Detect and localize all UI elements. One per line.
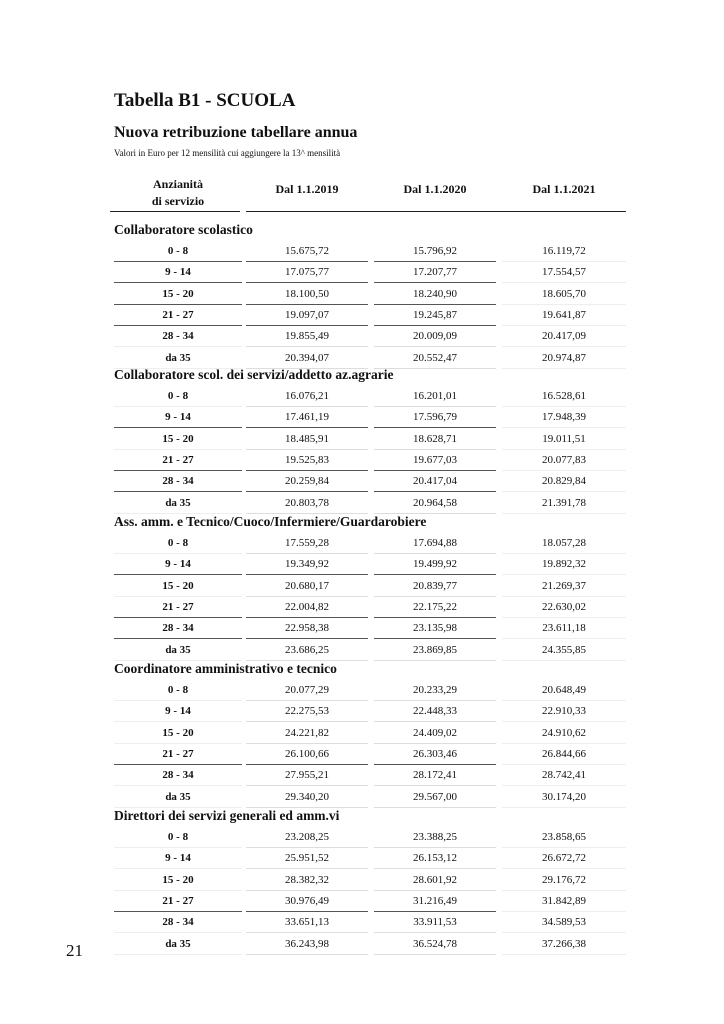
value-2019-cell: 20.394,07 (246, 349, 368, 369)
table-row (0, 745, 724, 766)
seniority-cell: 0 - 8 (114, 534, 242, 554)
value-2020-cell: 17.596,79 (374, 408, 496, 428)
value-2020-cell: 29.567,00 (374, 788, 496, 808)
value-2020-cell: 19.677,03 (374, 451, 496, 471)
value-2021-cell: 37.266,38 (502, 935, 626, 955)
group-title: Ass. amm. e Tecnico/Cuoco/Infermiere/Guardarobiere (114, 514, 427, 529)
table-row (0, 871, 724, 892)
table-row (0, 327, 724, 348)
value-2021-cell: 23.611,18 (502, 619, 626, 639)
value-2020-cell: 20.009,09 (374, 327, 496, 347)
value-2019-cell: 20.803,78 (246, 494, 368, 514)
value-2021-cell: 23.858,65 (502, 828, 626, 848)
header-anzianita (114, 176, 242, 210)
value-2021-cell: 17.554,57 (502, 263, 626, 283)
seniority-cell: 21 - 27 (114, 598, 242, 618)
value-2020-cell: 20.233,29 (374, 681, 496, 701)
value-2019-cell: 30.976,49 (246, 892, 368, 912)
table-row (0, 788, 724, 809)
value-2019-cell: 20.077,29 (246, 681, 368, 701)
seniority-cell: da 35 (114, 641, 242, 661)
value-2020-cell: 18.628,71 (374, 430, 496, 450)
value-2021-cell: 22.630,02 (502, 598, 626, 618)
table-row (0, 285, 724, 306)
seniority-cell: 9 - 14 (114, 555, 242, 575)
seniority-cell: 21 - 27 (114, 892, 242, 912)
value-2021-cell: 34.589,53 (502, 913, 626, 933)
seniority-cell: 15 - 20 (114, 285, 242, 305)
seniority-cell: 15 - 20 (114, 430, 242, 450)
value-2021-cell: 19.641,87 (502, 306, 626, 326)
value-2019-cell: 19.349,92 (246, 555, 368, 575)
table-row (0, 472, 724, 493)
group-title: Collaboratore scolastico (114, 222, 253, 237)
table-row (0, 242, 724, 263)
seniority-cell: 15 - 20 (114, 724, 242, 744)
header-rule-left (110, 211, 240, 212)
value-2021-cell: 16.528,61 (502, 387, 626, 407)
value-2020-cell: 19.499,92 (374, 555, 496, 575)
value-2019-cell: 33.651,13 (246, 913, 368, 933)
seniority-cell: 0 - 8 (114, 387, 242, 407)
seniority-cell: 28 - 34 (114, 327, 242, 347)
value-2019-cell: 18.485,91 (246, 430, 368, 450)
seniority-cell: 9 - 14 (114, 702, 242, 722)
header-col-2020: Dal 1.1.2020 (403, 182, 467, 196)
table-row (0, 598, 724, 619)
value-2020-cell: 17.694,88 (374, 534, 496, 554)
value-2020-cell: 22.175,22 (374, 598, 496, 618)
value-2020-cell: 20.417,04 (374, 472, 496, 492)
value-2020-cell: 20.839,77 (374, 577, 496, 597)
value-2019-cell: 29.340,20 (246, 788, 368, 808)
value-2020-cell: 17.207,77 (374, 263, 496, 283)
value-2019-cell: 23.208,25 (246, 828, 368, 848)
value-2019-cell: 27.955,21 (246, 766, 368, 786)
value-2019-cell: 22.004,82 (246, 598, 368, 618)
value-2021-cell: 22.910,33 (502, 702, 626, 722)
value-2019-cell: 17.559,28 (246, 534, 368, 554)
table-row (0, 766, 724, 787)
value-2021-cell: 24.910,62 (502, 724, 626, 744)
group-title: Direttori dei servizi generali ed amm.vi (114, 808, 340, 823)
group-title: Collaboratore scol. dei servizi/addetto az.agrarie (114, 367, 394, 382)
value-2021-cell: 18.057,28 (502, 534, 626, 554)
value-2021-cell: 28.742,41 (502, 766, 626, 786)
value-2020-cell: 26.303,46 (374, 745, 496, 765)
table-row (0, 494, 724, 515)
value-2019-cell: 22.958,38 (246, 619, 368, 639)
value-2020-cell: 22.448,33 (374, 702, 496, 722)
value-2020-cell: 26.153,12 (374, 849, 496, 869)
value-2020-cell: 20.964,58 (374, 494, 496, 514)
value-2020-cell: 18.240,90 (374, 285, 496, 305)
value-2021-cell: 21.391,78 (502, 494, 626, 514)
seniority-cell: 9 - 14 (114, 408, 242, 428)
value-2021-cell: 26.672,72 (502, 849, 626, 869)
seniority-cell: 28 - 34 (114, 766, 242, 786)
value-2021-cell: 20.417,09 (502, 327, 626, 347)
value-2020-cell: 36.524,78 (374, 935, 496, 955)
table-row (0, 681, 724, 702)
seniority-cell: da 35 (114, 788, 242, 808)
seniority-cell: da 35 (114, 935, 242, 955)
value-2020-cell: 28.172,41 (374, 766, 496, 786)
value-2021-cell: 20.648,49 (502, 681, 626, 701)
value-2020-cell: 23.135,98 (374, 619, 496, 639)
group-title: Coordinatore amministrativo e tecnico (114, 661, 337, 676)
value-2021-cell: 30.174,20 (502, 788, 626, 808)
seniority-cell: 21 - 27 (114, 451, 242, 471)
table-row (0, 702, 724, 723)
table-row (0, 892, 724, 913)
value-2020-cell: 20.552,47 (374, 349, 496, 369)
seniority-cell: 9 - 14 (114, 849, 242, 869)
value-2021-cell: 19.892,32 (502, 555, 626, 575)
value-2019-cell: 15.675,72 (246, 242, 368, 262)
value-2021-cell: 21.269,37 (502, 577, 626, 597)
value-2019-cell: 25.951,52 (246, 849, 368, 869)
seniority-cell: 15 - 20 (114, 871, 242, 891)
header-anzianita-line1: Anzianità (152, 177, 203, 191)
table-row (0, 555, 724, 576)
table-row (0, 724, 724, 745)
seniority-cell: da 35 (114, 349, 242, 369)
table-row (0, 430, 724, 451)
value-2021-cell: 26.844,66 (502, 745, 626, 765)
value-2019-cell: 20.680,17 (246, 577, 368, 597)
value-2020-cell: 19.245,87 (374, 306, 496, 326)
value-2019-cell: 17.075,77 (246, 263, 368, 283)
page-number: 21 (66, 941, 83, 960)
table-row (0, 451, 724, 472)
seniority-cell: 21 - 27 (114, 745, 242, 765)
value-2020-cell: 28.601,92 (374, 871, 496, 891)
table-row (0, 828, 724, 849)
seniority-cell: 15 - 20 (114, 577, 242, 597)
seniority-cell: 0 - 8 (114, 828, 242, 848)
seniority-cell: 9 - 14 (114, 263, 242, 283)
table-row (0, 408, 724, 429)
seniority-cell: 21 - 27 (114, 306, 242, 326)
value-2019-cell: 17.461,19 (246, 408, 368, 428)
header-rule-right (246, 211, 626, 212)
value-2021-cell: 29.176,72 (502, 871, 626, 891)
seniority-cell: 0 - 8 (114, 242, 242, 262)
value-2019-cell: 26.100,66 (246, 745, 368, 765)
value-2021-cell: 16.119,72 (502, 242, 626, 262)
seniority-cell: 0 - 8 (114, 681, 242, 701)
value-2021-cell: 20.829,84 (502, 472, 626, 492)
value-2019-cell: 28.382,32 (246, 871, 368, 891)
value-2019-cell: 19.855,49 (246, 327, 368, 347)
value-2019-cell: 22.275,53 (246, 702, 368, 722)
value-2021-cell: 31.842,89 (502, 892, 626, 912)
value-2021-cell: 17.948,39 (502, 408, 626, 428)
table-row (0, 306, 724, 327)
value-2019-cell: 24.221,82 (246, 724, 368, 744)
table-row (0, 534, 724, 555)
value-2019-cell: 19.525,83 (246, 451, 368, 471)
table-row (0, 935, 724, 956)
table-row (0, 619, 724, 640)
value-2021-cell: 18.605,70 (502, 285, 626, 305)
header-col-2019: Dal 1.1.2019 (275, 182, 339, 196)
value-2020-cell: 31.216,49 (374, 892, 496, 912)
seniority-cell: 28 - 34 (114, 913, 242, 933)
table-row (0, 849, 724, 870)
value-2020-cell: 23.388,25 (374, 828, 496, 848)
value-2021-cell: 19.011,51 (502, 430, 626, 450)
value-2021-cell: 24.355,85 (502, 641, 626, 661)
value-2019-cell: 19.097,07 (246, 306, 368, 326)
value-2020-cell: 15.796,92 (374, 242, 496, 262)
value-2019-cell: 16.076,21 (246, 387, 368, 407)
seniority-cell: 28 - 34 (114, 472, 242, 492)
table-row (0, 387, 724, 408)
value-2020-cell: 16.201,01 (374, 387, 496, 407)
table-row (0, 913, 724, 934)
header-col-2021: Dal 1.1.2021 (532, 182, 596, 196)
value-2021-cell: 20.974,87 (502, 349, 626, 369)
value-2019-cell: 20.259,84 (246, 472, 368, 492)
value-2021-cell: 20.077,83 (502, 451, 626, 471)
seniority-cell: 28 - 34 (114, 619, 242, 639)
value-2019-cell: 36.243,98 (246, 935, 368, 955)
seniority-cell: da 35 (114, 494, 242, 514)
page-title: Tabella B1 - SCUOLA (114, 90, 296, 111)
table-row (0, 641, 724, 662)
value-2019-cell: 18.100,50 (246, 285, 368, 305)
table-row (0, 263, 724, 284)
value-2020-cell: 23.869,85 (374, 641, 496, 661)
table-row (0, 577, 724, 598)
value-2019-cell: 23.686,25 (246, 641, 368, 661)
table-note: Valori in Euro per 12 mensilità cui aggiungere la 13^ mensilità (114, 148, 341, 158)
value-2020-cell: 33.911,53 (374, 913, 496, 933)
value-2020-cell: 24.409,02 (374, 724, 496, 744)
table-subtitle: Nuova retribuzione tabellare annua (114, 124, 358, 141)
header-anzianita-line2: di servizio (151, 194, 205, 208)
